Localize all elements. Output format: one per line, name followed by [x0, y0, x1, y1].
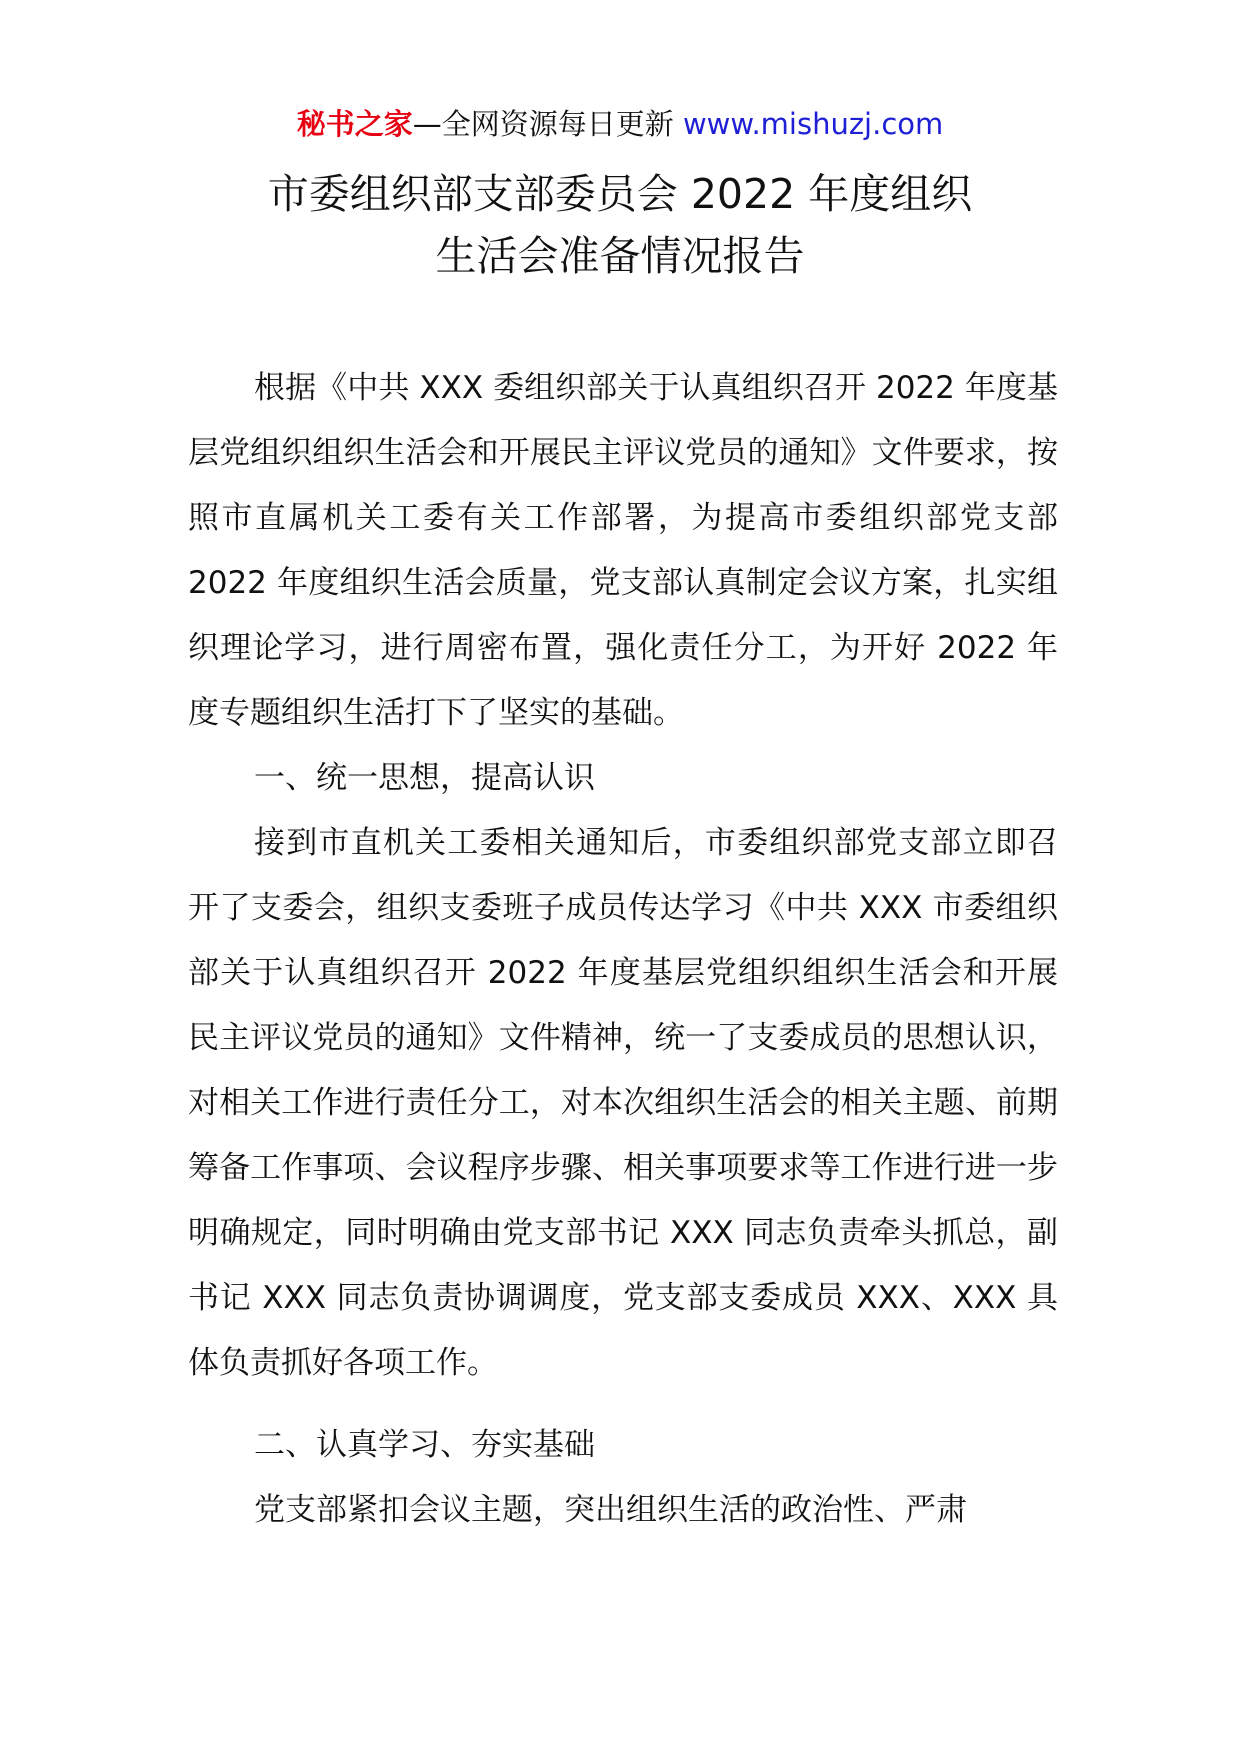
paragraph-intro: 根据《中共 XXX 委组织部关于认真组织召开 2022 年度基层党组织组织生活会和开展民主评议党员的通知》文件要求，按照市直属机关工委有关工作部署，为提高市委组织部党支部 2022 年度组织生活会质量，党支部认真制定会议方案，扎实组织理论学习，进行周密布置，强化责任分工，为开好 2022 年度专题组织生活打下了坚实的基础。	[188, 370, 1058, 731]
header-tagline: —全网资源每日更新	[412, 107, 683, 141]
paragraph-section-2: 党支部紧扣会议主题，突出组织生活的政治性、严肃	[254, 1492, 967, 1528]
document-title-line-2: 生活会准备情况报告	[435, 232, 805, 280]
brand-name: 秘书之家	[296, 107, 413, 141]
site-header	[0, 104, 1240, 144]
site-url-link[interactable]: www.mishuzj.com	[682, 107, 944, 141]
document-body	[188, 356, 1058, 1543]
paragraph-section-1: 接到市直机关工委相关通知后，市委组织部党支部立即召开了支委会，组织支委班子成员传达学习《中共 XXX 市委组织部关于认真组织召开 2022 年度基层党组织组织生活会和开展民主评议党员的通知》文件精神，统一了支委成员的思想认识，对相关工作进行责任分工，对本次组织生活会的相关主题、前期筹备工作事项、会议程序步骤、相关事项要求等工作进行进一步明确规定，同时明确由党支部书记 XXX 同志负责牵头抓总，副书记 XXX 同志负责协调调度，党支部支委成员 XXX、XXX 具体负责抓好各项工作。	[188, 825, 1058, 1381]
section-heading-2: 二、认真学习、夯实基础	[254, 1427, 595, 1463]
section-heading-1: 一、统一思想，提高认识	[254, 760, 595, 796]
document-title	[0, 163, 1240, 287]
document-title-line-1: 市委组织部支部委员会 2022 年度组织	[267, 170, 973, 218]
